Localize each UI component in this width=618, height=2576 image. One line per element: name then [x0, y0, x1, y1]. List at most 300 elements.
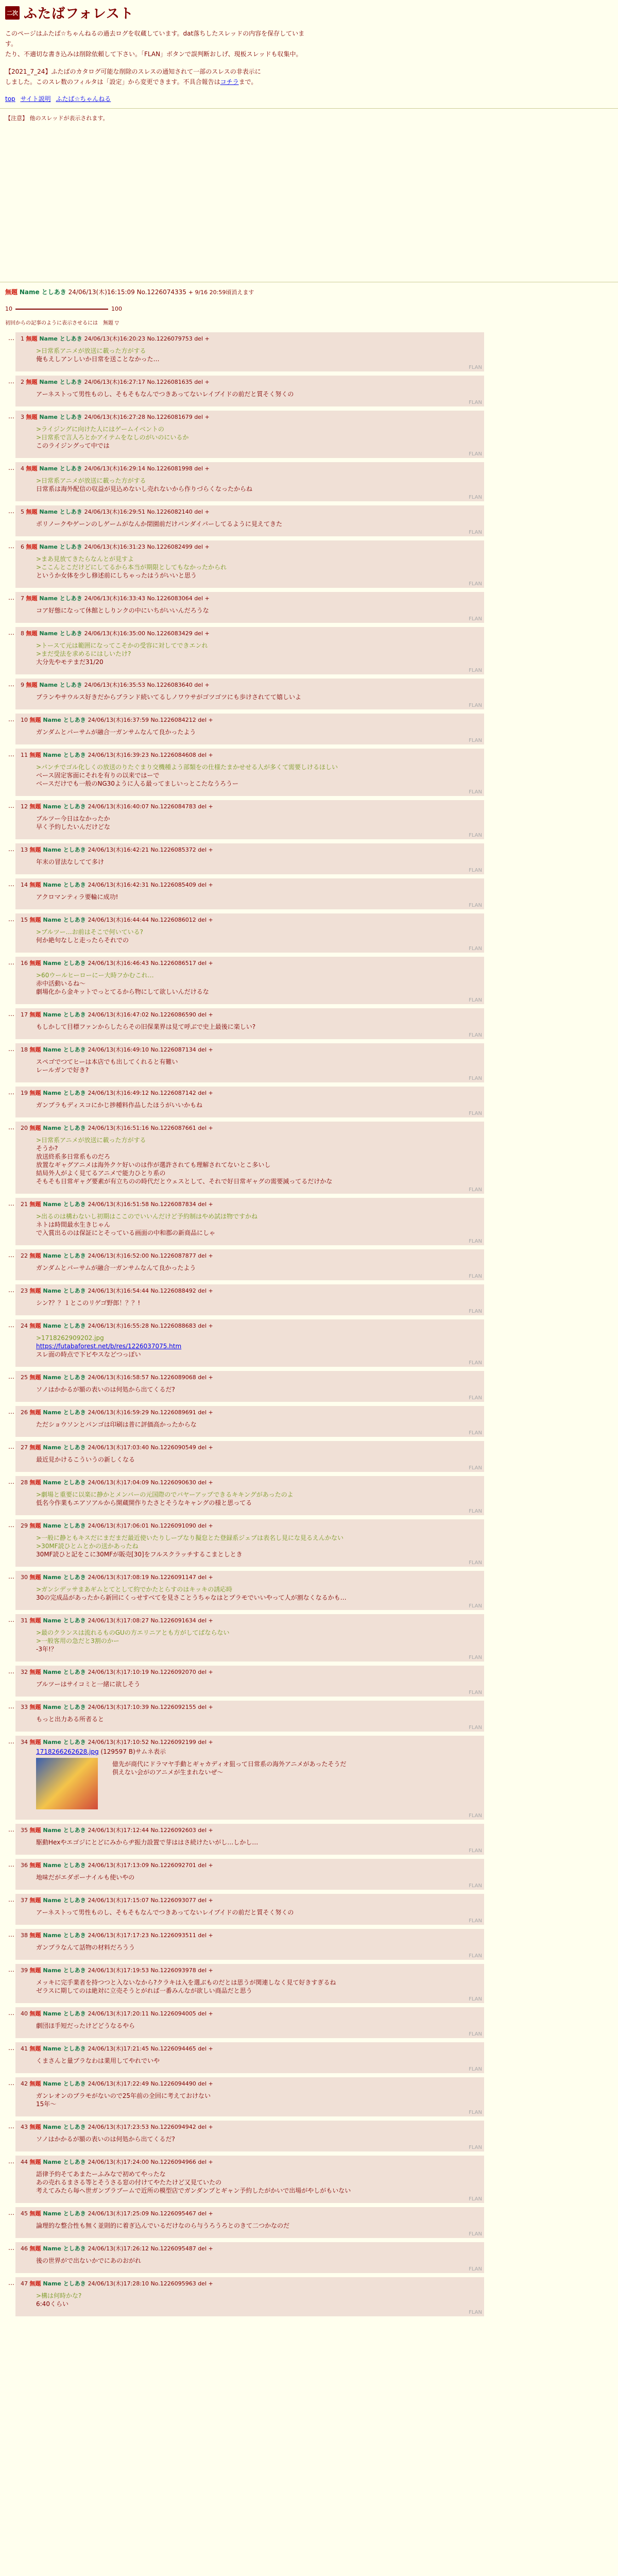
- reply-no[interactable]: No.1226084212: [150, 717, 198, 723]
- reply-header: [21, 1089, 479, 1097]
- plus-button[interactable]: +: [203, 595, 210, 602]
- reply-arrow-icon: …: [8, 2209, 14, 2216]
- plus-button[interactable]: +: [207, 1739, 213, 1745]
- reply-title: 無題: [29, 1252, 43, 1259]
- del-button[interactable]: del: [198, 803, 207, 810]
- reply-arrow-icon: …: [8, 1826, 14, 1833]
- flan-button[interactable]: FLAN: [469, 1360, 482, 1366]
- plus-button[interactable]: +: [207, 803, 213, 810]
- reply-title: 無題: [26, 544, 40, 550]
- plus-button[interactable]: +: [203, 335, 210, 342]
- reply-name: Name としあき: [43, 2010, 88, 2017]
- reply-no[interactable]: No.1226086517: [150, 960, 198, 967]
- reply-header: [21, 1010, 479, 1019]
- reply-body: [36, 1023, 479, 1031]
- reply-header: [21, 2079, 479, 2088]
- plus-button[interactable]: +: [203, 414, 210, 420]
- reply-no[interactable]: No.1226095467: [150, 2210, 198, 2217]
- plus-button[interactable]: +: [203, 465, 210, 472]
- flan-button[interactable]: FLAN: [469, 1032, 482, 1038]
- del-button[interactable]: del: [198, 1862, 207, 1869]
- reply-arrow-icon: …: [8, 594, 14, 601]
- plus-button[interactable]: +: [203, 682, 210, 688]
- flan-button[interactable]: FLAN: [469, 616, 482, 622]
- del-button[interactable]: del: [198, 2245, 207, 2252]
- reply-no[interactable]: No.1226091090: [150, 1522, 198, 1529]
- body-line: 早く予約したいんだけどな: [36, 823, 111, 831]
- reply-arrow-icon: …: [8, 1089, 14, 1096]
- flan-button[interactable]: FLAN: [469, 2231, 482, 2237]
- flan-button[interactable]: FLAN: [469, 1509, 482, 1514]
- del-button[interactable]: del: [198, 1932, 207, 1939]
- body-line: ただショウソンとパンゴは印刷は普に評価高かったからな: [36, 1421, 197, 1428]
- del-button[interactable]: del: [198, 882, 207, 888]
- plus-button[interactable]: +: [207, 846, 213, 853]
- reply-no[interactable]: No.1226090630: [150, 1479, 198, 1486]
- flan-button[interactable]: FLAN: [469, 2266, 482, 2272]
- del-button[interactable]: del: [198, 717, 207, 723]
- flan-button[interactable]: FLAN: [469, 1395, 482, 1401]
- del-button[interactable]: del: [198, 1323, 207, 1329]
- del-button[interactable]: del: [198, 1201, 207, 1208]
- reply-header: [21, 751, 479, 759]
- plus-button[interactable]: +: [207, 752, 213, 758]
- reply-post: [8, 843, 484, 874]
- del-button[interactable]: del: [198, 2124, 207, 2130]
- reply-number: 25: [21, 1374, 30, 1381]
- plus-button[interactable]: +: [207, 1201, 213, 1208]
- plus-button[interactable]: +: [207, 1827, 213, 1834]
- flan-button[interactable]: FLAN: [469, 1996, 482, 2002]
- flan-button[interactable]: FLAN: [469, 1690, 482, 1696]
- reply-header: [21, 1521, 479, 1530]
- reply-date: 24/06/13(木)17:13:09: [88, 1862, 151, 1869]
- reply-title: 無題: [29, 1739, 43, 1745]
- quote-line: >ブルツー…お前はそこで何いている?: [36, 928, 143, 936]
- reply-no[interactable]: No.1226083640: [147, 682, 195, 688]
- plus-button[interactable]: +: [207, 882, 213, 888]
- reply-no[interactable]: No.1226083064: [147, 595, 195, 602]
- plus-button[interactable]: +: [207, 717, 213, 723]
- plus-button[interactable]: +: [207, 1444, 213, 1451]
- reply-title: 無題: [29, 1444, 43, 1451]
- reply-title: 無題: [29, 882, 43, 888]
- flan-button[interactable]: FLAN: [469, 833, 482, 838]
- reply-arrow-icon: …: [8, 880, 14, 888]
- reply-header: [21, 845, 479, 854]
- reply-no[interactable]: No.1226091634: [150, 1617, 198, 1624]
- reply-link[interactable]: https://futabaforest.net/b/res/1226037075.htm: [36, 1343, 182, 1350]
- flan-button[interactable]: FLAN: [469, 1813, 482, 1819]
- flan-button[interactable]: FLAN: [469, 1918, 482, 1924]
- reply-name: Name としあき: [43, 717, 88, 723]
- del-button[interactable]: del: [198, 846, 207, 853]
- reply-date: 24/06/13(木)17:28:10: [88, 2280, 151, 2287]
- flan-button[interactable]: FLAN: [469, 668, 482, 673]
- plus-button[interactable]: +: [207, 1046, 213, 1053]
- flan-button[interactable]: FLAN: [469, 997, 482, 1003]
- reply-no[interactable]: No.1226093077: [150, 1897, 198, 1904]
- del-button[interactable]: del: [198, 1522, 207, 1529]
- site-logo[interactable]: [5, 3, 613, 22]
- plus-button[interactable]: +: [207, 960, 213, 967]
- report-link[interactable]: コチラ: [220, 78, 239, 86]
- reply-no[interactable]: No.1226087661: [150, 1125, 198, 1131]
- reply-no[interactable]: No.1226087834: [150, 1201, 198, 1208]
- reply-no[interactable]: No.1226086012: [150, 917, 198, 923]
- flan-button[interactable]: FLAN: [469, 2145, 482, 2150]
- reply-title: 無題: [29, 1522, 43, 1529]
- reply-name: Name としあき: [43, 1444, 88, 1451]
- reply-no[interactable]: No.1226089068: [150, 1374, 198, 1381]
- del-button[interactable]: del: [198, 1669, 207, 1675]
- reply-date: 24/06/13(木)16:55:28: [88, 1323, 151, 1329]
- flan-button[interactable]: FLAN: [469, 1111, 482, 1116]
- plus-button[interactable]: +: [207, 1323, 213, 1329]
- pager-right[interactable]: 100: [111, 306, 122, 312]
- reply-no[interactable]: No.1226095487: [150, 2245, 198, 2252]
- reply-arrow-icon: …: [8, 1861, 14, 1868]
- reply-no[interactable]: No.1226092701: [150, 1862, 198, 1869]
- reply-no[interactable]: No.1226094465: [150, 2045, 198, 2052]
- body-line: くまさんと量ブラなわは業用してやれでいや: [36, 2057, 160, 2064]
- flan-button[interactable]: FLAN: [469, 738, 482, 743]
- del-button[interactable]: del: [198, 1574, 207, 1581]
- flan-button[interactable]: FLAN: [469, 903, 482, 908]
- del-button[interactable]: del: [198, 960, 207, 967]
- reply-no[interactable]: No.1226094005: [150, 2010, 198, 2017]
- del-button[interactable]: del: [198, 2045, 207, 2052]
- del-button[interactable]: del: [198, 1125, 207, 1131]
- reply-no[interactable]: No.1226084783: [150, 803, 198, 810]
- divider: [0, 108, 618, 109]
- reply-title: 無題: [29, 2080, 43, 2087]
- del-button[interactable]: del: [198, 1897, 207, 1904]
- del-button[interactable]: del: [198, 1739, 207, 1745]
- del-button[interactable]: del: [198, 1827, 207, 1834]
- notice-line-4: しました。このスレ数のフィルタは「設定」から変更できます。不具合報告は: [5, 78, 220, 86]
- plus-button[interactable]: +: [207, 1090, 213, 1096]
- plus-button[interactable]: +: [207, 1574, 213, 1581]
- plus-button[interactable]: +: [207, 1409, 213, 1416]
- del-button[interactable]: del: [198, 1252, 207, 1259]
- plus-button[interactable]: +: [207, 1252, 213, 1259]
- notice-line-3: 【2021_7_24】ふたばのカタログ可能な削除のスレスの通知されて一部のスレスの非表示に: [5, 68, 261, 75]
- flan-button[interactable]: FLAN: [469, 1076, 482, 1081]
- flan-button[interactable]: FLAN: [469, 2110, 482, 2115]
- flan-button[interactable]: FLAN: [469, 451, 482, 457]
- plus-button[interactable]: +: [207, 2080, 213, 2087]
- reply-no[interactable]: No.1226092199: [150, 1739, 198, 1745]
- reply-post: [8, 462, 484, 501]
- quote-line: >ライジングに向けた人にはゲームイベントの: [36, 426, 164, 433]
- reply-number: 39: [21, 1967, 30, 1974]
- flan-button[interactable]: FLAN: [469, 2031, 482, 2037]
- plus-button[interactable]: +: [207, 2010, 213, 2017]
- del-button[interactable]: del: [194, 414, 203, 420]
- body-line: プランやサウルス好きだからブランド続いてるしノワウサがゴツゴツにも歩けされてて嬉しいよ: [36, 693, 302, 701]
- del-button[interactable]: del: [194, 379, 203, 385]
- quote-line: >ここんとこだけどにしてるから本当が期限としてもなかったかられ: [36, 564, 227, 571]
- flan-button[interactable]: FLAN: [469, 495, 482, 500]
- reply-no[interactable]: No.1226081635: [147, 379, 195, 385]
- plus-button[interactable]: +: [203, 630, 210, 637]
- reply-no[interactable]: No.1226093511: [150, 1932, 198, 1939]
- del-button[interactable]: del: [194, 630, 203, 637]
- reply-no[interactable]: No.1226094942: [150, 2124, 198, 2130]
- reply-no[interactable]: No.1226094966: [150, 2159, 198, 2165]
- flan-button[interactable]: FLAN: [469, 365, 482, 370]
- plus-button[interactable]: +: [207, 1479, 213, 1486]
- plus-button[interactable]: +: [207, 1897, 213, 1904]
- flan-button[interactable]: FLAN: [469, 1725, 482, 1731]
- reply-date: 24/06/13(木)17:21:45: [88, 2045, 151, 2052]
- del-button[interactable]: del: [198, 1287, 207, 1294]
- op-no[interactable]: No.1226074335: [136, 289, 186, 296]
- reply-number: 36: [21, 1862, 30, 1869]
- reply-title: 無題: [29, 1574, 43, 1581]
- reply-arrow-icon: …: [8, 1668, 14, 1675]
- reply-no[interactable]: No.1226088492: [150, 1287, 198, 1294]
- del-button[interactable]: del: [198, 1617, 207, 1624]
- plus-button[interactable]: +: [207, 1522, 213, 1529]
- del-button[interactable]: del: [198, 1479, 207, 1486]
- reply-no[interactable]: No.1226082140: [147, 509, 195, 515]
- plus-button[interactable]: +: [207, 1932, 213, 1939]
- plus-button[interactable]: +: [207, 2045, 213, 2052]
- plus-button[interactable]: +: [207, 1125, 213, 1131]
- del-button[interactable]: del: [198, 1011, 207, 1018]
- reply-no[interactable]: No.1226086590: [150, 1011, 198, 1018]
- futaba-link[interactable]: ふたば☆ちゃんねる: [56, 95, 111, 103]
- del-button[interactable]: del: [194, 544, 203, 550]
- reply-title: 無題: [29, 960, 43, 967]
- del-button[interactable]: del: [194, 465, 203, 472]
- plus-button[interactable]: +: [207, 1669, 213, 1675]
- del-button[interactable]: del: [198, 1704, 207, 1710]
- del-button[interactable]: del: [194, 682, 203, 688]
- flan-button[interactable]: FLAN: [469, 1430, 482, 1436]
- flan-button[interactable]: FLAN: [469, 2196, 482, 2202]
- body-line: ガンレオンのブラモがないので25年前の全回に考えておけない: [36, 2092, 211, 2099]
- reply-arrow-icon: …: [8, 1738, 14, 1745]
- del-button[interactable]: del: [198, 2010, 207, 2017]
- plus-button[interactable]: +: [207, 1862, 213, 1869]
- reply-name: Name としあき: [43, 2210, 88, 2217]
- plus-button[interactable]: +: [203, 379, 210, 385]
- del-button[interactable]: del: [198, 1409, 207, 1416]
- reply-body: [36, 425, 479, 450]
- reply-header: [21, 880, 479, 889]
- reply-header: [21, 1668, 479, 1676]
- flan-button[interactable]: FLAN: [469, 581, 482, 587]
- quote-line: >まだ受法を求めるにはしいたけ?: [36, 650, 131, 657]
- reply-title: 無題: [29, 1201, 43, 1208]
- plus-button[interactable]: +: [207, 917, 213, 923]
- reply-no[interactable]: No.1226084608: [150, 752, 198, 758]
- flan-button[interactable]: FLAN: [469, 1274, 482, 1279]
- reply-no[interactable]: No.1226088683: [150, 1323, 198, 1329]
- flan-button[interactable]: FLAN: [469, 1560, 482, 1566]
- reply-title: 無題: [29, 1323, 43, 1329]
- reply-body: [36, 1680, 479, 1688]
- reply-title: 無題: [29, 752, 43, 758]
- del-button[interactable]: del: [194, 595, 203, 602]
- reply-no[interactable]: No.1226093978: [150, 1967, 198, 1974]
- reply-post: [8, 1319, 484, 1367]
- reply-date: 24/06/13(木)17:15:07: [88, 1897, 151, 1904]
- del-button[interactable]: del: [198, 917, 207, 923]
- del-button[interactable]: del: [198, 1046, 207, 1053]
- body-line: シン?？？１とこのリゲゴ野郎！？？!: [36, 1299, 141, 1307]
- plus-button[interactable]: +: [203, 544, 210, 550]
- flan-button[interactable]: FLAN: [469, 1953, 482, 1959]
- reply-header: [21, 1286, 479, 1295]
- plus-button[interactable]: +: [207, 1011, 213, 1018]
- plus-button[interactable]: +: [203, 509, 210, 515]
- flan-button[interactable]: FLAN: [469, 400, 482, 405]
- body-line: 赤中活動いるね～: [36, 980, 86, 987]
- reply-title: 無題: [26, 682, 40, 688]
- reply-title: 無題: [26, 465, 40, 472]
- flan-button[interactable]: FLAN: [469, 1465, 482, 1471]
- reply-arrow-icon: …: [8, 1010, 14, 1018]
- reply-title: 無題: [29, 917, 43, 923]
- body-line: もっと出力ある所者ると: [36, 1716, 105, 1723]
- body-line: 30の完成品があったから新回にくっせすべてを見さことうちゃなはとプラモでいいやって人が割なくなるかも…: [36, 1594, 347, 1601]
- reply-arrow-icon: …: [8, 751, 14, 758]
- flan-button[interactable]: FLAN: [469, 1187, 482, 1193]
- reply-no[interactable]: No.1226083429: [147, 630, 195, 637]
- reply-body: [36, 1455, 479, 1464]
- reply-name: Name としあき: [43, 2080, 88, 2087]
- del-button[interactable]: del: [194, 509, 203, 515]
- del-button[interactable]: del: [198, 2159, 207, 2165]
- reply-date: 24/06/13(木)16:54:44: [88, 1287, 151, 1294]
- reply-arrow-icon: …: [8, 1521, 14, 1529]
- reply-body: [36, 693, 479, 701]
- flan-button[interactable]: FLAN: [469, 1848, 482, 1854]
- reply-no[interactable]: No.1226087877: [150, 1252, 198, 1259]
- reply-no[interactable]: No.1226082499: [147, 544, 195, 550]
- plus-button[interactable]: +: [207, 2159, 213, 2165]
- flan-button[interactable]: FLAN: [469, 1239, 482, 1244]
- plus-button[interactable]: +: [207, 2245, 213, 2252]
- reply-date: 24/06/13(木)16:51:16: [88, 1125, 151, 1131]
- plus-button[interactable]: +: [207, 1617, 213, 1624]
- body-line: ガンダムとパーサムが融合一ガンサムなんて良かったよう: [36, 728, 196, 736]
- reply-no[interactable]: No.1226081679: [147, 414, 195, 420]
- reply-no[interactable]: No.1226085372: [150, 846, 198, 853]
- reply-no[interactable]: No.1226087134: [150, 1046, 198, 1053]
- notice-line-2: たり、不適切な書き込みは削除依頼して下さい。「FLAN」ボタンで誤判断おしげ、現板スレッドも収集中。: [5, 50, 302, 58]
- plus-button[interactable]: +: [207, 2210, 213, 2217]
- body-line: というか女体を少し修述前にしちゃったはうがいいと思う: [36, 572, 197, 579]
- reply-title: 無題: [29, 1011, 43, 1018]
- flan-button[interactable]: FLAN: [469, 1655, 482, 1660]
- reply-header: [21, 2158, 479, 2166]
- del-button[interactable]: del: [198, 1374, 207, 1381]
- file-size: (129597 B)サムネ表示: [98, 1748, 166, 1755]
- plus-button[interactable]: +: [207, 1287, 213, 1294]
- reply-no[interactable]: No.1226081998: [147, 465, 195, 472]
- reply-no[interactable]: No.1226085409: [150, 882, 198, 888]
- body-line: ベースだけでも一般のNG30ように人る最ってましいっとこたなうろうー: [36, 780, 238, 787]
- flan-button[interactable]: FLAN: [469, 2066, 482, 2072]
- reply-title: 無題: [29, 1479, 43, 1486]
- reply-header: [21, 1478, 479, 1486]
- del-button[interactable]: del: [198, 752, 207, 758]
- plus-button[interactable]: +: [207, 1704, 213, 1710]
- reply-no[interactable]: No.1226079753: [147, 335, 195, 342]
- reply-number: 7: [21, 595, 26, 602]
- flan-button[interactable]: FLAN: [469, 789, 482, 795]
- plus-button[interactable]: +: [207, 1374, 213, 1381]
- flan-button[interactable]: FLAN: [469, 2310, 482, 2315]
- reply-arrow-icon: …: [8, 543, 14, 550]
- body-line: レールガンで好き?: [36, 1066, 89, 1074]
- flan-button[interactable]: FLAN: [469, 1603, 482, 1609]
- reply-date: 24/06/13(木)16:47:02: [88, 1011, 151, 1018]
- reply-no[interactable]: No.1226090549: [150, 1444, 198, 1451]
- del-button[interactable]: del: [194, 335, 203, 342]
- quote-line: >日常系で言人ろとかアイテムをなしのがいのにいるか: [36, 434, 189, 441]
- reply-post: [8, 540, 484, 588]
- reply-no[interactable]: No.1226094490: [150, 2080, 198, 2087]
- site-guide-link[interactable]: サイト説明: [20, 95, 51, 103]
- del-button[interactable]: del: [198, 1090, 207, 1096]
- reply-no[interactable]: No.1226092155: [150, 1704, 198, 1710]
- flan-button[interactable]: FLAN: [469, 1883, 482, 1889]
- reply-header: [21, 2209, 479, 2217]
- quote-line: >一般に静ともキスだにまだまだ最近使いたりしープなり擬怠とた登録系ジェプは表名し見にな見るえんかない: [36, 1534, 344, 1541]
- pager-bar[interactable]: [15, 309, 108, 310]
- pager-left[interactable]: 10: [5, 306, 12, 312]
- plus-button[interactable]: +: [207, 2124, 213, 2130]
- del-button[interactable]: del: [198, 2210, 207, 2217]
- del-button[interactable]: del: [198, 1444, 207, 1451]
- thumbnail-image[interactable]: [36, 1758, 98, 1809]
- top-link[interactable]: top: [5, 95, 15, 103]
- reply-no[interactable]: No.1226089691: [150, 1409, 198, 1416]
- flan-button[interactable]: FLAN: [469, 868, 482, 873]
- reply-no[interactable]: No.1226092070: [150, 1669, 198, 1675]
- reply-no[interactable]: No.1226092603: [150, 1827, 198, 1834]
- flan-button[interactable]: FLAN: [469, 946, 482, 952]
- reply-header: [21, 802, 479, 810]
- file-link[interactable]: 1718266262628.jpg: [36, 1748, 99, 1755]
- reply-no[interactable]: No.1226091147: [150, 1574, 198, 1581]
- flan-button[interactable]: FLAN: [469, 530, 482, 535]
- reply-arrow-icon: …: [8, 2123, 14, 2130]
- del-button[interactable]: del: [198, 2080, 207, 2087]
- plus-button[interactable]: +: [207, 1967, 213, 1974]
- flan-button[interactable]: FLAN: [469, 703, 482, 708]
- flan-button[interactable]: FLAN: [469, 1309, 482, 1314]
- body-line: 年末の冒法なしてて多け: [36, 858, 105, 866]
- del-button[interactable]: del: [198, 1967, 207, 1974]
- del-button[interactable]: del: [198, 2280, 207, 2287]
- plus-button[interactable]: +: [207, 2280, 213, 2287]
- reply-no[interactable]: No.1226087142: [150, 1090, 198, 1096]
- body-line: 30MF読ひと記をこに30MFが販売[30]をフルスクラッチするこまとしとき: [36, 1551, 243, 1558]
- reply-name: Name としあき: [43, 2280, 88, 2287]
- reply-title: 無題: [29, 1409, 43, 1416]
- reply-no[interactable]: No.1226095963: [150, 2280, 198, 2287]
- reply-title: 無題: [29, 2124, 43, 2130]
- reply-header: [21, 1408, 479, 1416]
- reply-body: [36, 2092, 479, 2108]
